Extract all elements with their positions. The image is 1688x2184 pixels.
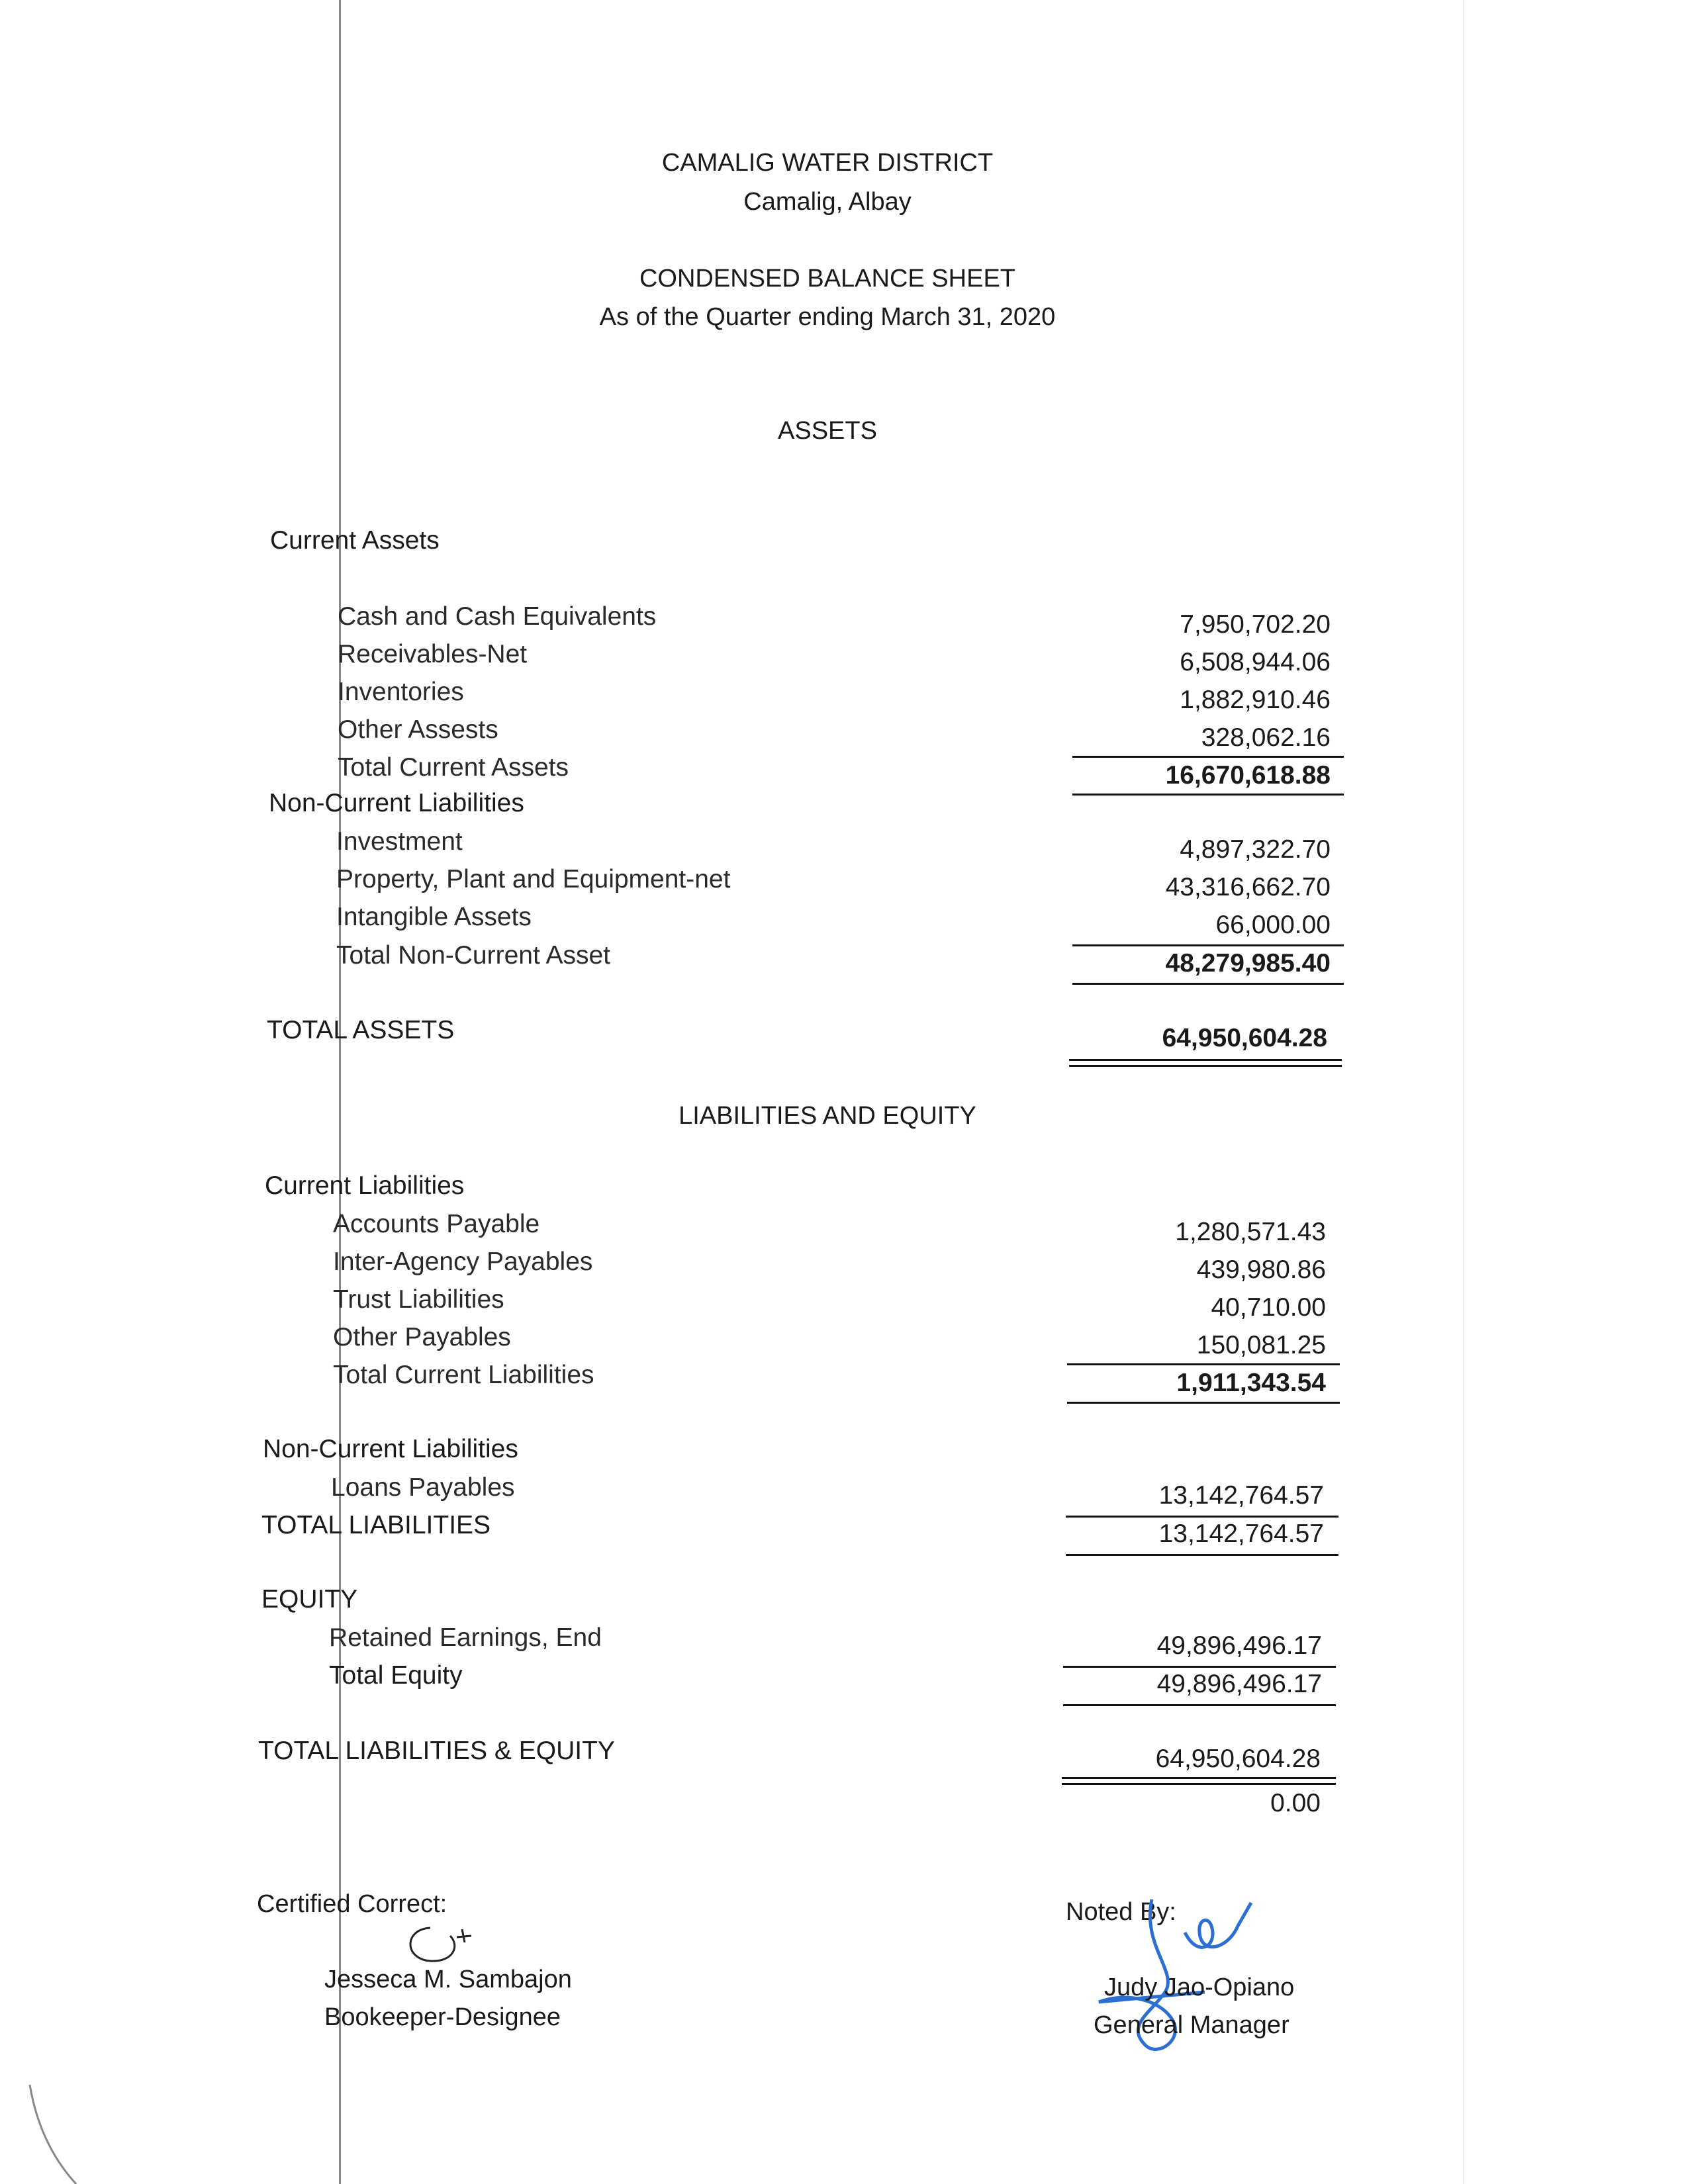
subtotal-label: Total Non-Current Asset (336, 941, 611, 970)
total-equity-amount: 49,896,496.17 (1156, 1670, 1322, 1698)
subtotal-label: Total Current Liabilities (333, 1361, 594, 1389)
page-corner-mark (26, 2085, 79, 2184)
noncurrent-liabilities-label: Non-Current Liabilities (263, 1435, 518, 1463)
line-item-amount: 49,896,496.17 (1156, 1631, 1322, 1660)
line-item-label: Trust Liabilities (333, 1285, 504, 1314)
grand-total-double-rule (1062, 1777, 1336, 1785)
certified-name: Jesseca M. Sambajon (324, 1966, 572, 1993)
line-item-amount: 40,710.00 (1211, 1293, 1326, 1322)
total-rule (1066, 1554, 1338, 1556)
equity-label: EQUITY (261, 1585, 358, 1614)
line-item-label: Other Payables (333, 1323, 511, 1351)
subtotal-rule (1072, 944, 1344, 946)
report-title: CONDENSED BALANCE SHEET (639, 265, 1015, 293)
current-liabilities-label: Current Liabilities (265, 1171, 465, 1200)
initials-signature (391, 1923, 490, 1969)
liabilities-equity-heading: LIABILITIES AND EQUITY (679, 1102, 976, 1130)
line-item-amount: 66,000.00 (1215, 911, 1331, 939)
line-item-amount: 1,280,571.43 (1175, 1218, 1326, 1246)
line-item-amount: 328,062.16 (1201, 723, 1331, 752)
total-rule (1072, 983, 1344, 985)
report-period: As of the Quarter ending March 31, 2020 (599, 303, 1056, 331)
certified-caption: Certified Correct: (257, 1890, 447, 1918)
org-name: CAMALIG WATER DISTRICT (661, 149, 994, 177)
line-item-label: Other Assests (338, 715, 498, 744)
total-rule (1067, 1402, 1340, 1404)
line-item-label: Loans Payables (331, 1473, 515, 1502)
subtotal-rule (1067, 1363, 1340, 1365)
noted-name: Judy Jao-Opiano (1104, 1974, 1295, 2001)
line-item-amount: 150,081.25 (1196, 1331, 1326, 1359)
subtotal-label: Total Current Assets (338, 753, 569, 782)
total-liabilities-label: TOTAL LIABILITIES (261, 1511, 491, 1539)
line-item-amount: 439,980.86 (1196, 1255, 1326, 1284)
line-item-label: Property, Plant and Equipment-net (336, 865, 731, 893)
noncurrent-assets-label: Non-Current Liabilities (269, 789, 524, 817)
total-rule (1063, 1704, 1336, 1706)
subtotal-amount: 1,911,343.54 (1176, 1369, 1326, 1397)
line-item-amount: 1,882,910.46 (1180, 686, 1331, 714)
subtotal-amount: 48,279,985.40 (1165, 949, 1331, 978)
line-item-label: Intangible Assets (336, 903, 532, 931)
assets-heading: ASSETS (778, 417, 877, 445)
line-item-amount: 6,508,944.06 (1180, 648, 1331, 676)
noted-title: General Manager (1094, 2011, 1289, 2039)
line-item-amount: 43,316,662.70 (1165, 873, 1331, 901)
subtotal-rule (1063, 1666, 1336, 1668)
total-equity-label: Total Equity (329, 1661, 463, 1690)
line-item-amount: 4,897,322.70 (1180, 835, 1331, 864)
line-item-label: Accounts Payable (333, 1210, 540, 1238)
line-item-amount: 13,142,764.57 (1158, 1481, 1324, 1510)
subtotal-amount: 16,670,618.88 (1165, 761, 1331, 790)
total-rule (1072, 794, 1344, 796)
line-item-label: Retained Earnings, End (329, 1623, 602, 1652)
total-assets-label: TOTAL ASSETS (267, 1016, 455, 1044)
line-item-label: Investment (336, 827, 463, 856)
total-liabilities-amount: 13,142,764.57 (1158, 1520, 1324, 1548)
grand-total-amount: 64,950,604.28 (1155, 1745, 1321, 1773)
certified-title: Bookeeper-Designee (324, 2003, 561, 2031)
line-item-label: Inter-Agency Payables (333, 1248, 593, 1276)
line-item-label: Cash and Cash Equivalents (338, 602, 657, 631)
difference-amount: 0.00 (1270, 1789, 1321, 1817)
subtotal-rule (1072, 756, 1344, 758)
subtotal-rule (1066, 1516, 1338, 1518)
current-assets-label: Current Assets (270, 526, 440, 555)
noted-caption: Noted By: (1066, 1898, 1176, 1926)
line-item-label: Inventories (338, 678, 464, 706)
grand-total-label: TOTAL LIABILITIES & EQUITY (258, 1737, 615, 1765)
line-item-label: Receivables-Net (338, 640, 528, 668)
total-assets-amount: 64,950,604.28 (1162, 1024, 1327, 1052)
org-location: Camalig, Albay (743, 188, 912, 216)
total-double-rule (1069, 1059, 1342, 1067)
line-item-amount: 7,950,702.20 (1180, 610, 1331, 639)
